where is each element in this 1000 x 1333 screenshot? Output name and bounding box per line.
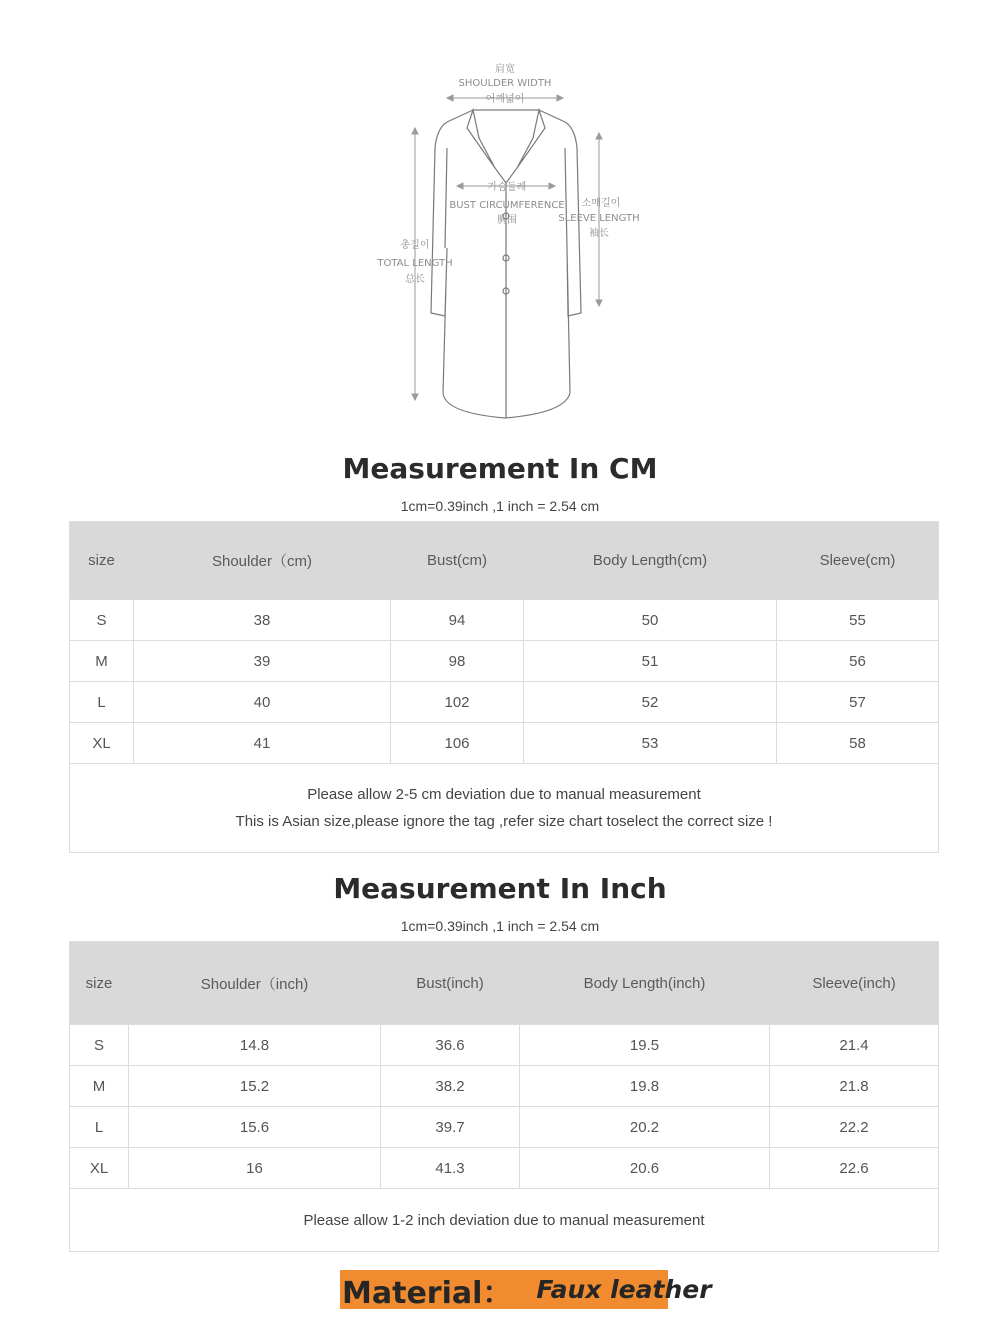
bust-cell: 41.3 <box>381 1148 520 1189</box>
sleeve-cell: 21.8 <box>770 1066 939 1107</box>
header-size: size <box>70 942 129 1025</box>
size-cell: S <box>70 1025 129 1066</box>
bust-cell: 39.7 <box>381 1107 520 1148</box>
size-cell: L <box>70 682 134 723</box>
header-shoulder: Shoulder（cm) <box>134 522 391 600</box>
size-cell: S <box>70 600 134 641</box>
coat-measurement-diagram <box>365 58 655 428</box>
cm-size-table <box>69 521 939 853</box>
bust-label-zh: 胸围 <box>497 215 517 226</box>
table-row <box>70 1066 939 1107</box>
sleeve-label-zh: 袖长 <box>589 228 609 239</box>
inch-size-table <box>69 941 939 1252</box>
total-length-label-ko: 총길이 <box>400 240 430 251</box>
header-sleeve: Sleeve(inch) <box>770 942 939 1025</box>
table-row <box>70 641 939 682</box>
size-cell: XL <box>70 723 134 764</box>
size-cell: L <box>70 1107 129 1148</box>
header-bust: Bust(inch) <box>381 942 520 1025</box>
shoulder-cell: 38 <box>134 600 391 641</box>
sleeve-label-en: SLEEVE LENGTH <box>558 213 640 224</box>
sleeve-cell: 22.6 <box>770 1148 939 1189</box>
sleeve-cell: 55 <box>777 600 939 641</box>
header-shoulder: Shoulder（inch) <box>129 942 381 1025</box>
sleeve-cell: 21.4 <box>770 1025 939 1066</box>
bust-cell: 36.6 <box>381 1025 520 1066</box>
shoulder-cell: 39 <box>134 641 391 682</box>
table-header-row <box>70 942 939 1025</box>
total-length-label-en: TOTAL LENGTH <box>377 258 453 269</box>
header-bust: Bust(cm) <box>391 522 524 600</box>
header-body-length: Body Length(cm) <box>524 522 777 600</box>
size-cell: M <box>70 1066 129 1107</box>
deviation-note-cell <box>70 764 939 853</box>
table-row <box>70 1107 939 1148</box>
sleeve-cell: 58 <box>777 723 939 764</box>
shoulder-cell: 14.8 <box>129 1025 381 1066</box>
body-length-cell: 50 <box>524 600 777 641</box>
deviation-note: Please allow 2-5 cm deviation due to manual measurement <box>307 786 701 803</box>
header-body-length: Body Length(inch) <box>520 942 770 1025</box>
body-length-cell: 19.8 <box>520 1066 770 1107</box>
body-length-cell: 19.5 <box>520 1025 770 1066</box>
table-row <box>70 1025 939 1066</box>
bust-label-ko: 가슴둘레 <box>487 182 527 193</box>
total-length-label-zh: 总长 <box>405 274 425 285</box>
bust-label-en: BUST CIRCUMFERENCE <box>449 200 565 211</box>
body-length-cell: 20.6 <box>520 1148 770 1189</box>
shoulder-cell: 16 <box>129 1148 381 1189</box>
shoulder-cell: 15.2 <box>129 1066 381 1107</box>
shoulder-cell: 40 <box>134 682 391 723</box>
size-cell: M <box>70 641 134 682</box>
shoulder-cell: 15.6 <box>129 1107 381 1148</box>
material-banner <box>340 1270 712 1311</box>
material-value: Faux leather <box>536 1275 712 1304</box>
bust-cell: 102 <box>391 682 524 723</box>
inch-section-title: Measurement In Inch <box>333 872 667 905</box>
size-cell: XL <box>70 1148 129 1189</box>
asian-size-note: This is Asian size,please ignore the tag ,refer size chart toselect the correct size ! <box>235 813 773 830</box>
shoulder-cell: 41 <box>134 723 391 764</box>
sleeve-label-ko: 소매길이 <box>581 198 621 209</box>
bust-cell: 94 <box>391 600 524 641</box>
cm-section-title: Measurement In CM <box>342 452 658 485</box>
table-row <box>70 600 939 641</box>
shoulder-width-label-en: SHOULDER WIDTH <box>458 78 552 89</box>
body-length-cell: 52 <box>524 682 777 723</box>
header-size: size <box>70 522 134 600</box>
table-note-row <box>70 1189 939 1252</box>
cm-conversion-note: 1cm=0.39inch ,1 inch = 2.54 cm <box>400 498 600 514</box>
table-header-row <box>70 522 939 600</box>
bust-cell: 38.2 <box>381 1066 520 1107</box>
shoulder-width-label-zh: 肩宽 <box>495 64 515 75</box>
coat-illustration <box>365 58 655 428</box>
shoulder-width-label-ko: 어깨넓이 <box>485 94 525 105</box>
table-row <box>70 1148 939 1189</box>
body-length-cell: 51 <box>524 641 777 682</box>
material-label: Material： <box>342 1275 513 1311</box>
header-sleeve: Sleeve(cm) <box>777 522 939 600</box>
table-row <box>70 682 939 723</box>
body-length-cell: 53 <box>524 723 777 764</box>
bust-cell: 106 <box>391 723 524 764</box>
body-length-cell: 20.2 <box>520 1107 770 1148</box>
table-row <box>70 723 939 764</box>
sleeve-cell: 22.2 <box>770 1107 939 1148</box>
sleeve-cell: 57 <box>777 682 939 723</box>
inch-conversion-note: 1cm=0.39inch ,1 inch = 2.54 cm <box>400 918 600 934</box>
deviation-note: Please allow 1-2 inch deviation due to manual measurement <box>70 1189 939 1252</box>
table-note-row <box>70 764 939 853</box>
sleeve-cell: 56 <box>777 641 939 682</box>
bust-cell: 98 <box>391 641 524 682</box>
